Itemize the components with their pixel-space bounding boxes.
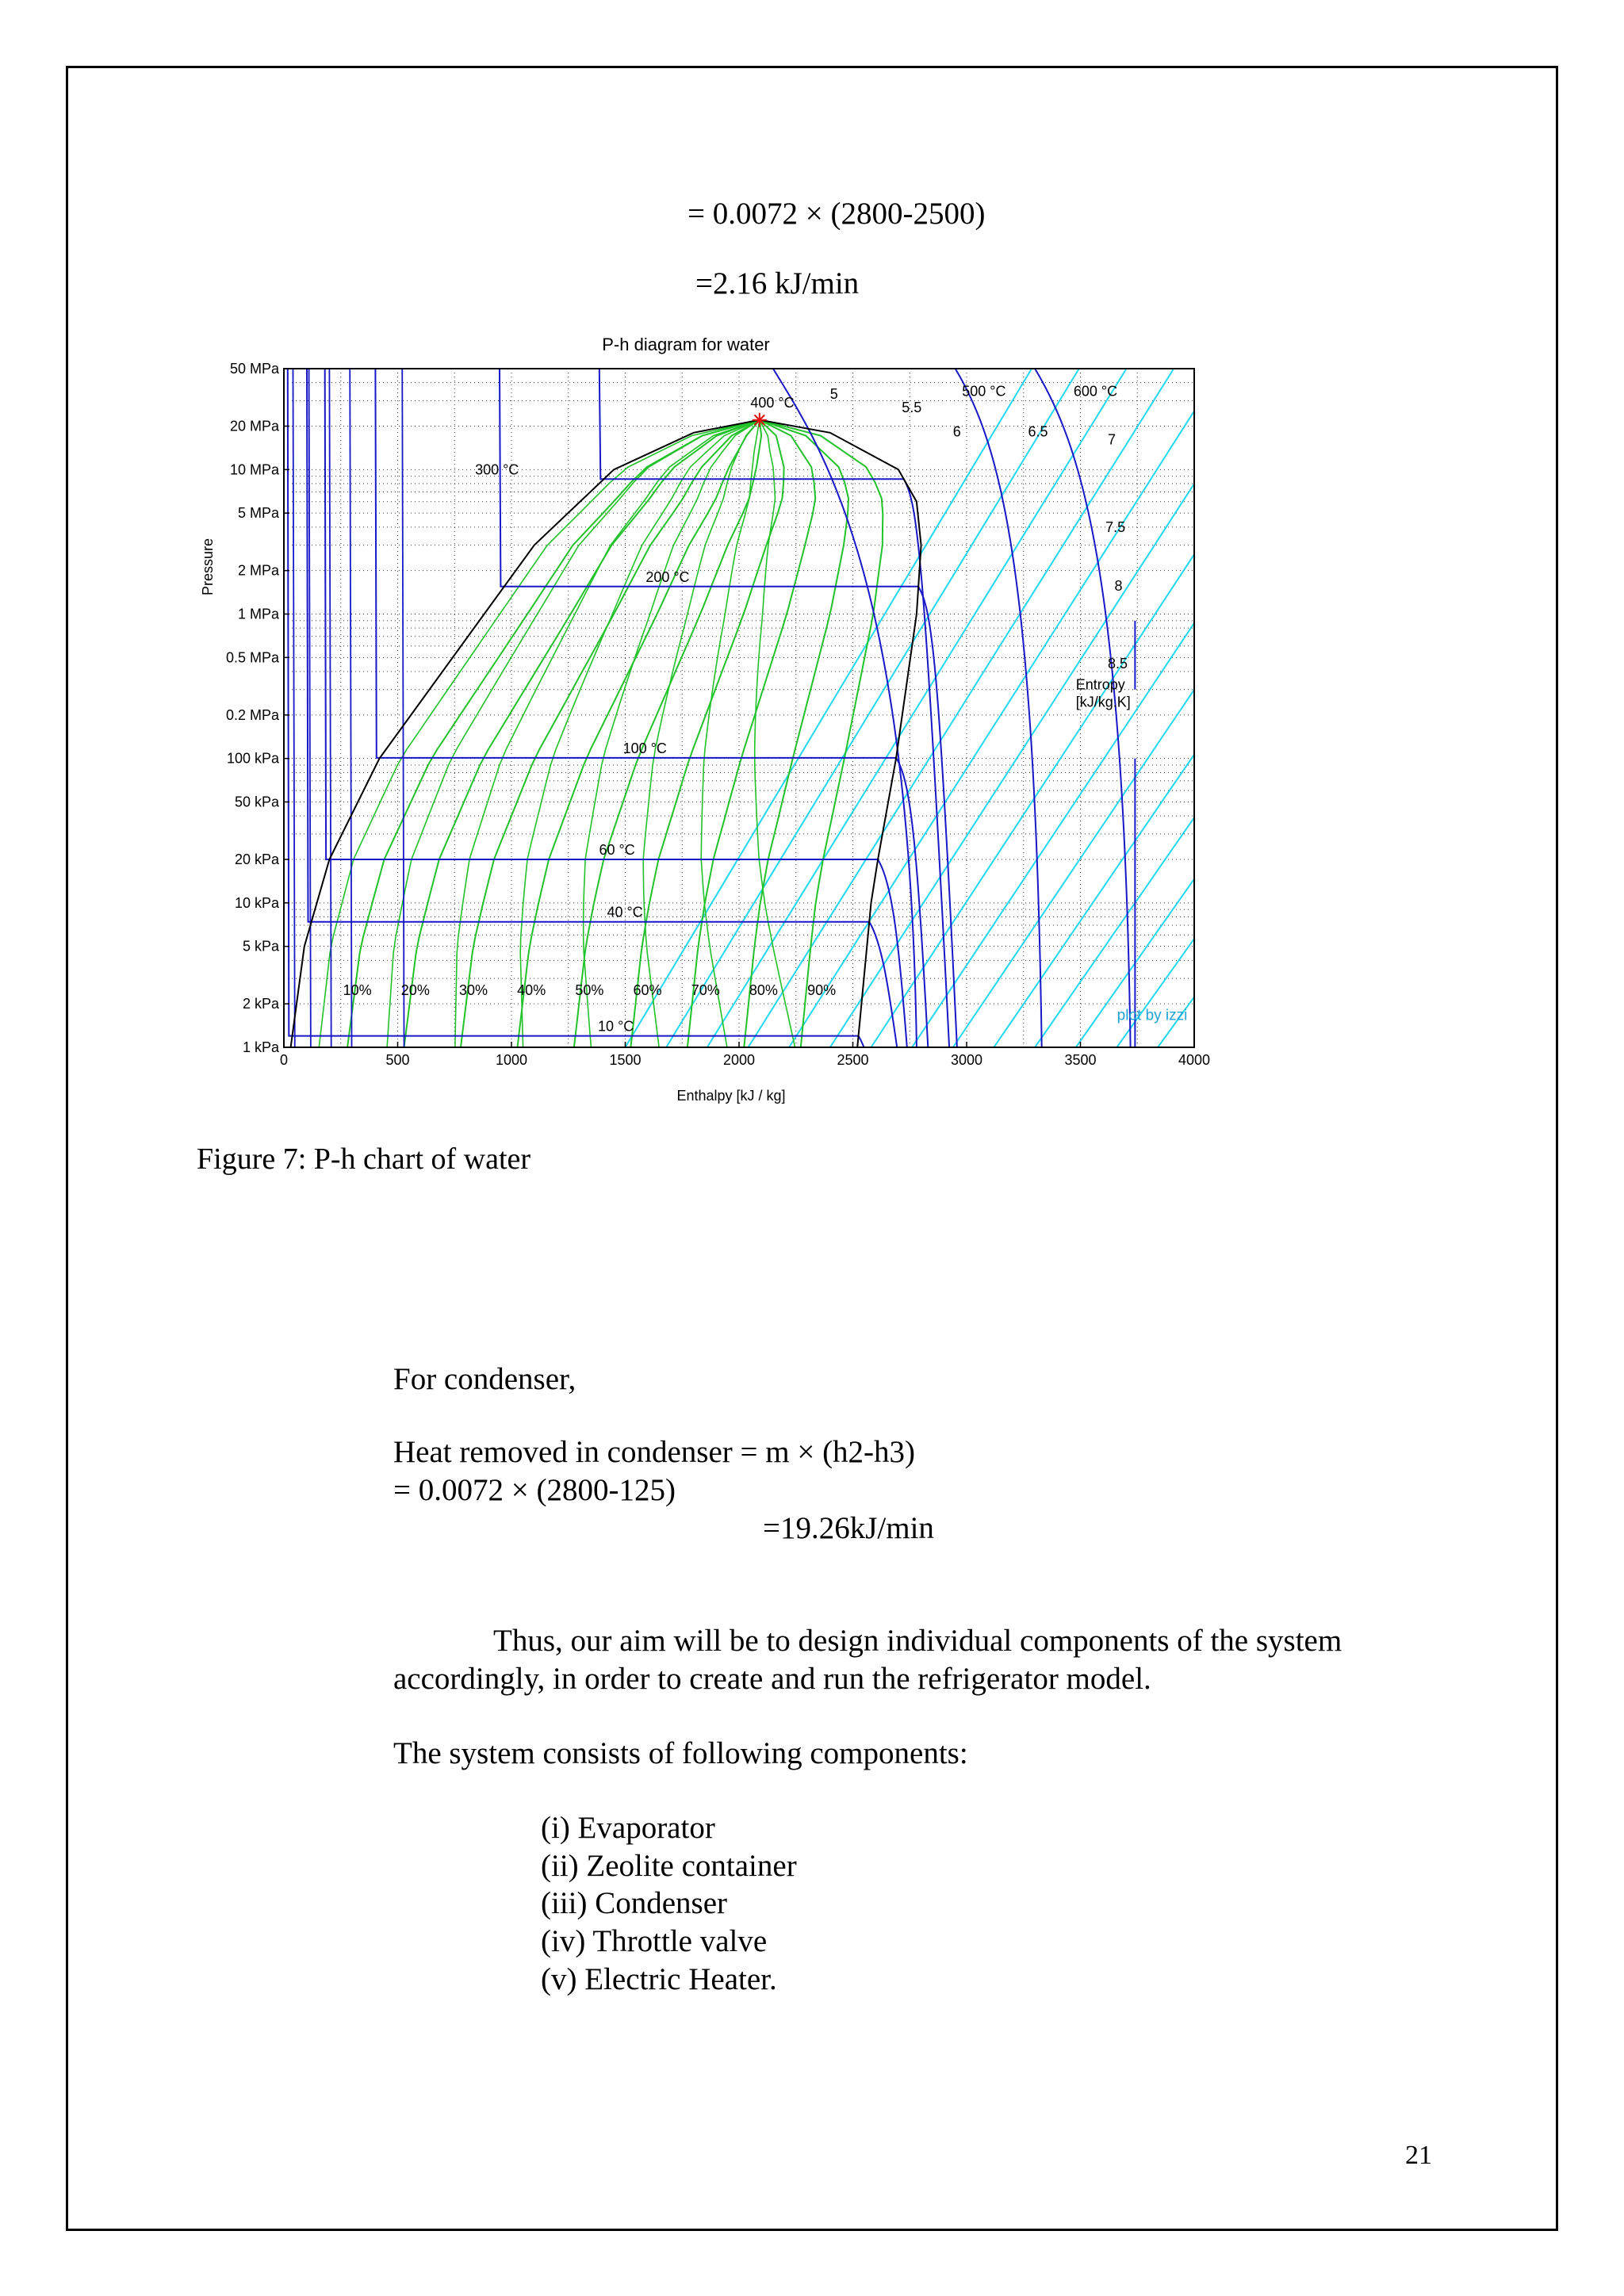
quality-label: 50% [575,982,604,999]
entropy-label: 5 [829,385,838,402]
y-tick-label: 0.5 MPa [225,649,279,666]
calc-line-1: = 0.0072 × (2800-2500) [688,197,986,231]
condenser-substitution: = 0.0072 × (2800-125) [393,1473,676,1507]
entropy-label: 7 [1107,431,1116,448]
x-tick-label: 1000 [495,1052,528,1068]
y-tick-label: 10 kPa [234,894,279,911]
x-tick-label: 3500 [1064,1052,1097,1068]
watermark: plot by izzi [1116,1007,1188,1024]
isotherm-label: 10 °C [598,1018,634,1035]
critical-point-marker [753,413,767,427]
isotherm-label: 60 °C [599,841,635,858]
y-tick-label: 100 kPa [226,750,279,767]
y-tick-label: 1 kPa [242,1039,279,1055]
quality-label: 80% [749,982,778,999]
y-tick-label: 5 MPa [237,505,279,522]
page-number: 21 [1405,2141,1432,2170]
y-axis-label: Pressure [200,538,216,596]
y-tick-label: 2 MPa [237,562,279,579]
entropy-label: 7.5 [1105,519,1126,535]
entropy-label: 6.5 [1028,423,1048,440]
x-tick-label: 4000 [1178,1052,1211,1068]
entropy-label: 5.5 [902,399,922,415]
isotherm-label: 40 °C [607,904,643,920]
isotherm-label: 500 °C [962,383,1006,400]
entropy-unit-label: [kJ/kg.K] [1075,694,1131,710]
entropy-label: 8 [1114,578,1123,595]
ph-chart [190,333,1221,1110]
entropy-label: 6 [952,423,961,440]
entropy-label: 8.5 [1107,656,1128,672]
y-tick-label: 50 MPa [229,361,279,377]
x-tick-label: 0 [279,1052,289,1068]
quality-label: 40% [517,982,546,999]
quality-label: 70% [691,982,720,999]
paragraph-line-1: Thus, our aim will be to design individual components of the system [493,1624,1342,1658]
y-tick-label: 20 kPa [234,851,279,867]
y-tick-label: 20 MPa [229,418,279,434]
condenser-formula: Heat removed in condenser = m × (h2-h3) [393,1435,916,1469]
condenser-heading: For condenser, [393,1362,576,1396]
isotherm-label: 300 °C [475,461,519,478]
plot-area [284,369,1194,1047]
isotherm-label: 600 °C [1073,383,1118,400]
y-tick-label: 2 kPa [242,996,279,1012]
x-tick-label: 2500 [837,1052,869,1068]
component-item: (i) Evaporator [541,1811,715,1845]
condenser-result: =19.26kJ/min [763,1511,934,1545]
isotherm-label: 100 °C [622,740,667,756]
y-tick-label: 50 kPa [234,794,279,810]
isotherm-label: 400 °C [750,394,795,411]
y-tick-label: 0.2 MPa [225,706,279,723]
quality-label: 20% [400,982,430,999]
figure-caption: Figure 7: P-h chart of water [197,1142,531,1176]
y-tick-label: 10 MPa [229,461,279,478]
paragraph-line-2: accordingly, in order to create and run the refrigerator model. [393,1662,1151,1696]
quality-label: 60% [633,982,662,999]
calc-line-2: =2.16 kJ/min [695,266,860,300]
components-intro: The system consists of following components: [393,1736,968,1770]
x-tick-label: 1500 [609,1052,642,1068]
component-item: (v) Electric Heater. [541,1962,777,1996]
y-tick-label: 5 kPa [242,938,279,955]
component-item: (iii) Condenser [541,1886,728,1920]
chart-title: P-h diagram for water [602,335,770,354]
isotherm-label: 200 °C [645,568,690,585]
quality-label: 90% [807,982,837,999]
x-axis-label: Enthalpy [kJ / kg] [676,1088,786,1104]
component-item: (iv) Throttle valve [541,1924,768,1958]
x-tick-label: 500 [385,1052,410,1068]
quality-label: 30% [458,982,488,999]
entropy-unit-label: Entropy [1075,676,1125,693]
x-tick-label: 2000 [722,1052,756,1068]
component-item: (ii) Zeolite container [541,1849,797,1883]
y-tick-label: 1 MPa [237,606,279,622]
quality-label: 10% [343,982,372,999]
x-tick-label: 3000 [950,1052,983,1068]
